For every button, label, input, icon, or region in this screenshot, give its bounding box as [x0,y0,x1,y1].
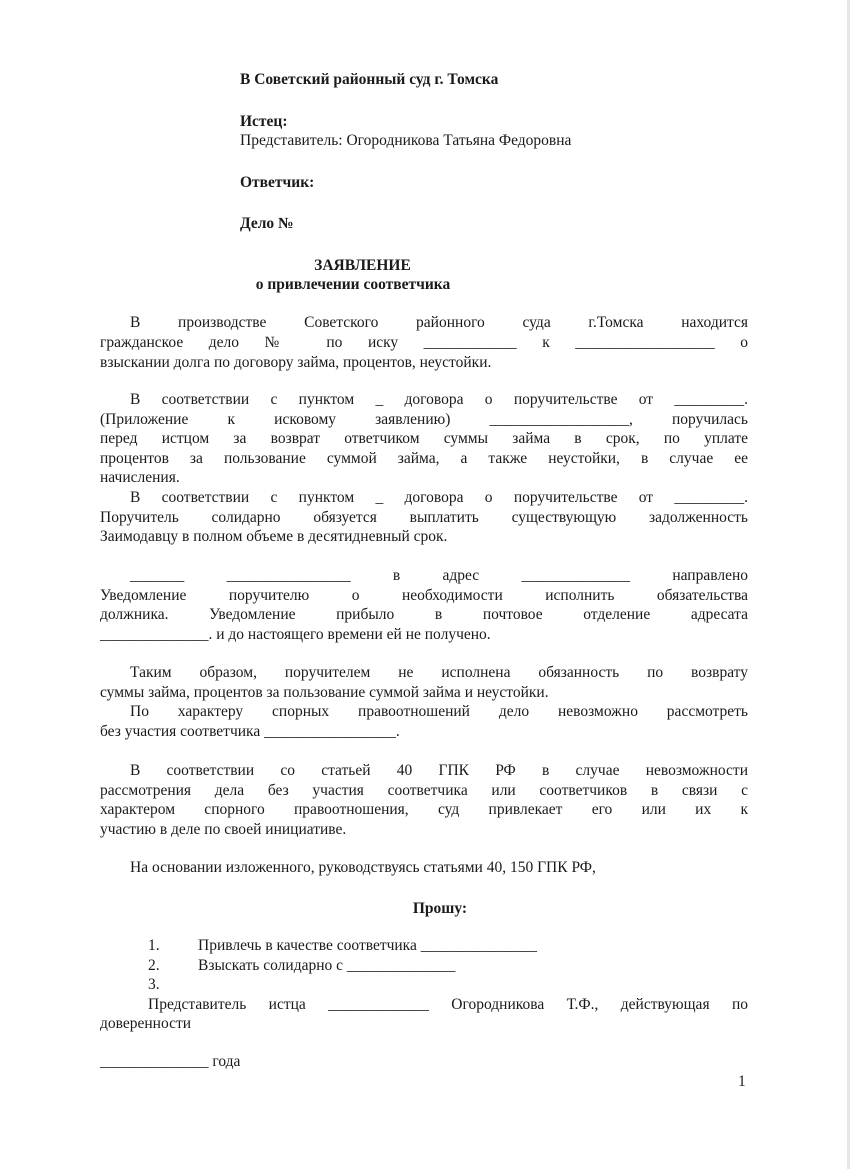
paragraph-6-line-1: По характеру спорных правоотношений дело невозможно рассмотреть [130,703,748,720]
signature-date: ______________ года [100,1053,241,1070]
paragraph-7-line-3: характером спорного правоотношения, суд привлекает его или их к [100,801,748,818]
defendant-label: Ответчик: [240,174,315,191]
paragraph-3-line-3: Заимодавцу в полном объеме в десятидневный срок. [100,528,448,545]
paragraph-1-line-3: взыскании долга по договору займа, процентов, неустойки. [100,354,492,371]
paragraph-2-line-1: В соответствии с пунктом _ договора о поручительстве от _________. [130,391,748,408]
paragraph-2-line-3: перед истцом за возврат ответчиком суммы займа в срок, по уплате [100,430,748,447]
request-item-number: 1. [148,937,160,954]
plaintiff-label: Истец: [240,113,288,130]
paragraph-4-line-1: _______ ________________ в адрес ______________ направлено [130,567,748,584]
paragraph-2-line-2: (Приложение к исковому заявлению) __________________, поручилась [100,411,748,428]
paragraph-1-line-1: В производстве Советского районного суда г.Томска находится [130,314,748,331]
paragraph-6-line-2: без участия соответчика _________________. [100,723,400,740]
paragraph-4-line-4: ______________. и до настоящего времени ей не получено. [100,626,491,643]
representative-line: Представитель: Огородникова Татьяна Федоровна [240,132,572,149]
signature-line-continuation: доверенности [100,1015,192,1032]
paragraph-7-line-2: рассмотрения дела без участия соответчика или соответчиков в связи с [100,782,748,799]
paragraph-5-line-1: Таким образом, поручителем не исполнена обязанность по возврату [130,664,748,681]
document-subtitle: о привлечении соответчика [255,276,451,293]
paragraph-7-line-1: В соответствии со статьей 40 ГПК РФ в случае невозможности [130,762,748,779]
case-number-label: Дело № [240,215,294,232]
court-name: В Советский районный суд г. Томска [240,71,499,88]
request-heading: Прошу: [412,900,468,917]
signature-line: Представитель истца _____________ Огородникова Т.Ф., действующая по [148,996,748,1013]
paragraph-3-line-1: В соответствии с пунктом _ договора о поручительстве от _________. [130,489,748,506]
paragraph-5-line-2: суммы займа, процентов за пользование суммой займа и неустойки. [100,684,549,701]
request-item-number: 3. [148,976,160,993]
paragraph-4-line-2: Уведомление поручителю о необходимости исполнить обязательства [100,587,748,604]
paragraph-8: На основании изложенного, руководствуясь статьями 40, 150 ГПК РФ, [130,859,596,876]
paragraph-3-line-2: Поручитель солидарно обязуется выплатить существующую задолженность [100,509,748,526]
page-number: 1 [738,1073,746,1090]
paragraph-1-line-2: гражданское дело № по иску ____________ к __________________ о [100,334,748,351]
document-title: ЗАЯВЛЕНИЕ [314,257,411,274]
paragraph-2-line-4: процентов за пользование суммой займа, а также неустойки, в случае ее [100,450,748,467]
request-item-text: Привлечь в качестве соответчика _______________ [198,937,537,954]
request-item-number: 2. [148,957,160,974]
request-item-text: Взыскать солидарно с ______________ [198,957,456,974]
paragraph-7-line-4: участию в деле по своей инициативе. [100,821,347,838]
paragraph-4-line-3: должника. Уведомление прибыло в почтовое отделение адресата [100,606,748,623]
paragraph-2-line-5: начисления. [100,469,180,486]
